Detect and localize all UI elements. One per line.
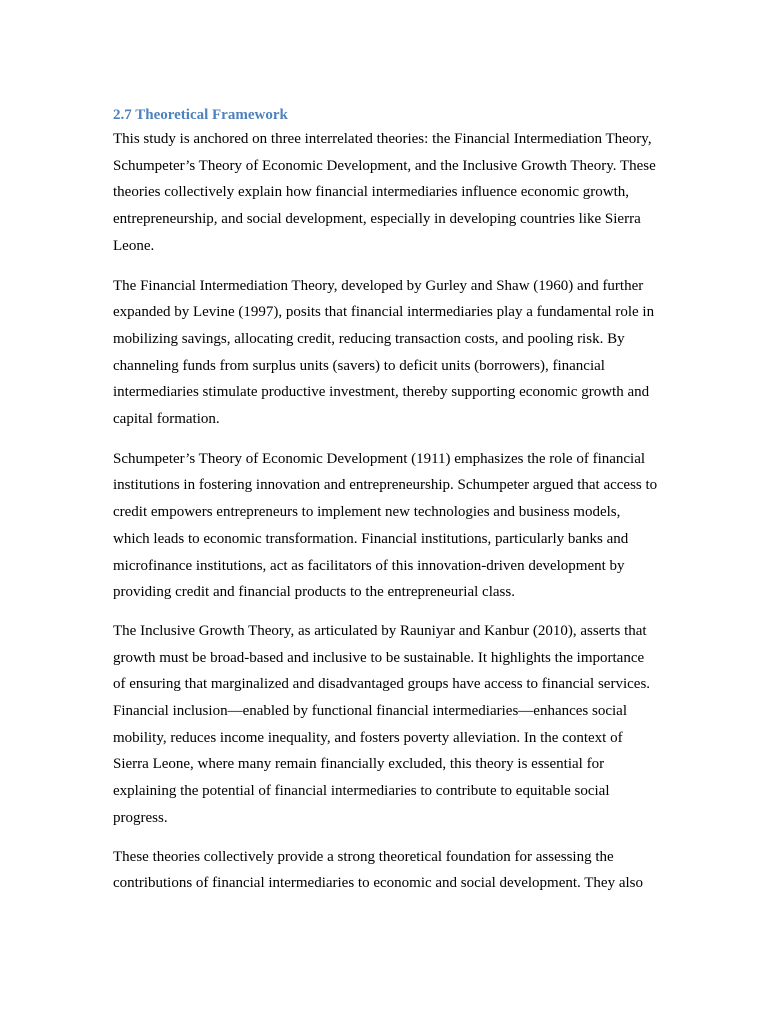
paragraph-inclusive-growth: The Inclusive Growth Theory, as articulated by Rauniyar and Kanbur (2010), asserts that growth must be broad-based and inclusive to be sustainable. It highlights the importance of ensuring that marginalized and disadvantaged groups have access to financial services. Financial inclusion—enabled by functional financial intermediaries—enhances social mobility, reduces income inequality, and fosters poverty alleviation. In the context of Sierra Leone, where many remain financially excluded, this theory is essential for explaining the potential of financial intermediaries to contribute to equitable social progress. — [113, 622, 651, 826]
paragraph-schumpeter: Schumpeter’s Theory of Economic Development (1911) emphasizes the role of financial institutions in fostering innovation and entrepreneurship. Schumpeter argued that access to credit empowers entrepreneurs to implement new technologies and business models, which leads to economic transformation. Financial institutions, particularly banks and microfinance institutions, act as facilitators of this innovation-driven development by providing credit and financial products to the entrepreneurial class. — [113, 450, 658, 601]
paragraph-financial-intermediation: The Financial Intermediation Theory, developed by Gurley and Shaw (1960) and further expanded by Levine (1997), posits that financial intermediaries play a fundamental role in mobilizing savings, allocating credit, reducing transaction costs, and pooling risk. By channeling funds from surplus units (savers) to deficit units (borrowers), financial intermediaries stimulate productive investment, thereby supporting economic growth and capital formation. — [113, 277, 655, 428]
document-body — [113, 104, 658, 897]
paragraph-conclusion: These theories collectively provide a strong theoretical foundation for assessing the contributions of financial intermediaries to economic and social development. They also — [113, 848, 643, 892]
section-heading: 2.7 Theoretical Framework — [113, 107, 288, 123]
paragraph-overview: This study is anchored on three interrelated theories: the Financial Intermediation Theory, Schumpeter’s Theory of Economic Development, and the Inclusive Growth Theory. These theories collectively explain how financial intermediaries influence economic growth, entrepreneurship, and social development, especially in developing countries like Sierra Leone. — [113, 131, 656, 254]
